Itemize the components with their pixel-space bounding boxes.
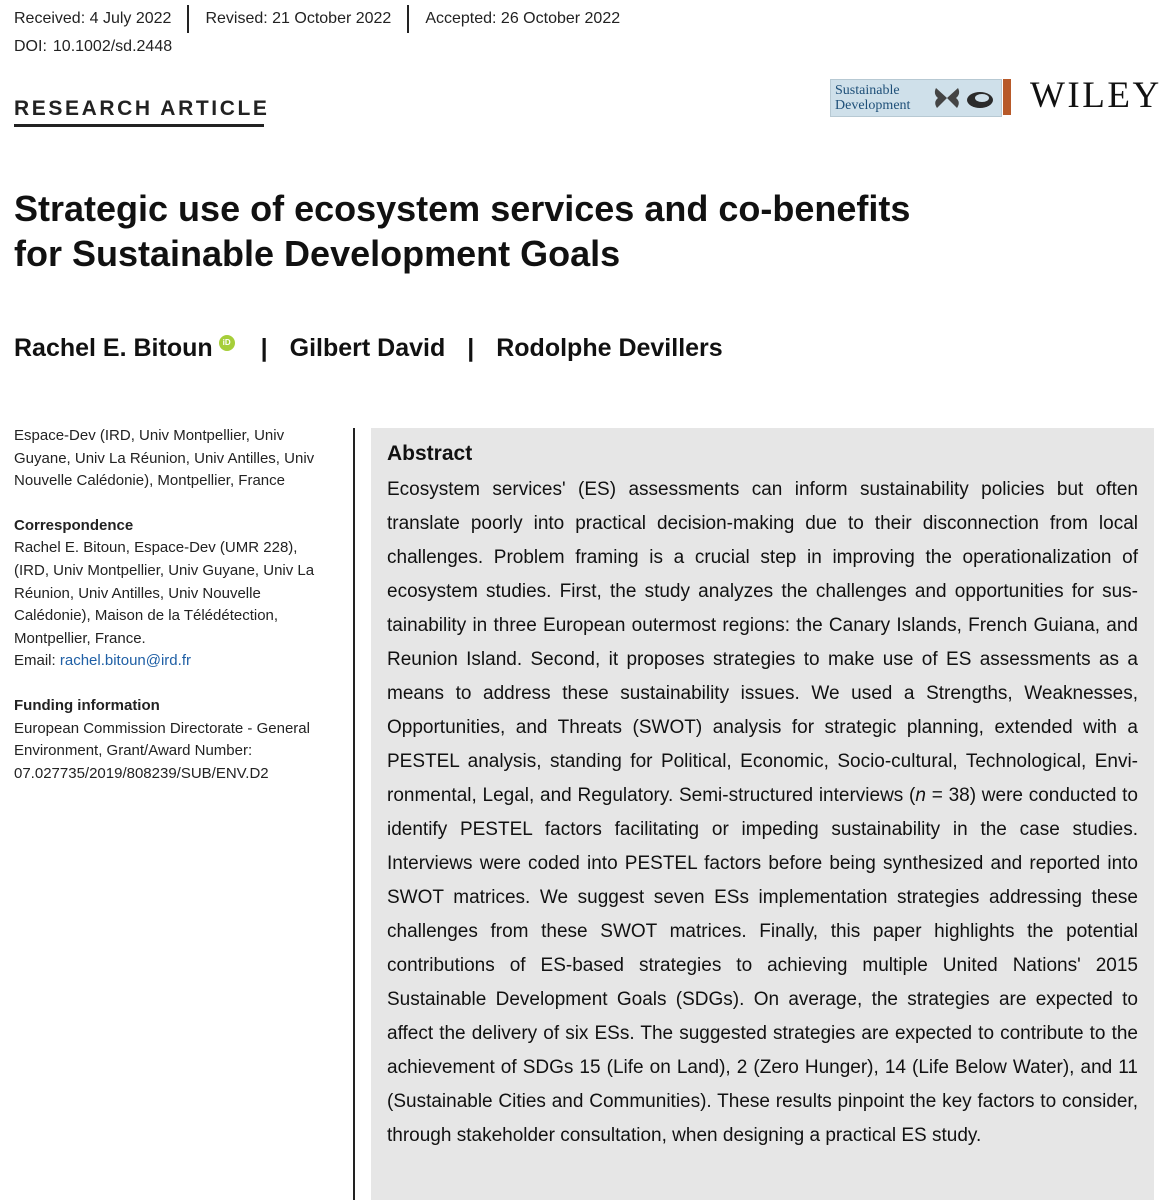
abstract-text	[387, 473, 1138, 1153]
email-label: Email:	[14, 652, 56, 670]
publisher-logo: WILEY	[1030, 75, 1162, 116]
abstract-text-part1: Ecosystem services' (ES) assessments can inform sustainability policies but often translate poorly into practical decision-making due to their disconnection from local challenges. Problem framing is a crucial step in improving the operationalization of ecosystem studies. First, the study analyzes the challenges and opportunities for sustainability in three European outermost regions: the Canary Islands, French Guiana, and Reunion Island. Second, it proposes strategies to make use of ES assessments as a means to address these sustainability issues. We used a Strengths, Weaknesses, Opportunities, and Threats (SWOT) analysis for strategic planning, extended with a PESTEL analysis, standing for Political, Economic, Socio-cultural, Technological, Environmental, Legal, and Regulatory. Semi-structured interviews (	[387, 479, 1138, 806]
title-line-1: Strategic use of ecosystem services and co-benefits	[14, 188, 911, 229]
received-date: Received: 4 July 2022	[14, 10, 172, 27]
author-list	[14, 334, 723, 363]
doi	[14, 38, 172, 56]
doi-value[interactable]: 10.1002/sd.2448	[52, 38, 173, 55]
article-info-sidebar	[14, 425, 334, 785]
wave-icon	[964, 84, 996, 112]
abstract-heading: Abstract	[387, 442, 473, 465]
abstract-box	[371, 428, 1154, 1200]
accepted-date: Accepted: 26 October 2022	[407, 5, 636, 33]
journal-color-bar	[1003, 79, 1011, 115]
journal-name-line2: Development	[835, 98, 911, 113]
article-title	[14, 186, 1014, 276]
correspondence-text: Rachel E. Bitoun, Espace-Dev (UMR 228), (IRD, Univ Montpellier, Univ Guyane, Univ La Réunion, Univ Antilles, Univ Nouvelle Calédonie), Maison de la Télédétection, Montpellier, France.	[14, 539, 315, 647]
revised-date: Revised: 21 October 2022	[187, 5, 407, 33]
funding-text: European Commission Directorate - General Environment, Grant/Award Number: 07.027735/2019/808239/SUB/ENV.D2	[14, 719, 310, 782]
title-line-2: for Sustainable Development Goals	[14, 233, 621, 274]
funding-heading: Funding information	[14, 696, 160, 714]
abstract-n-symbol: n	[915, 785, 926, 806]
affiliation: Espace-Dev (IRD, Univ Montpellier, Univ Guyane, Univ La Réunion, Univ Antilles, Univ Nouvelle Calédonie), Montpellier, France	[14, 427, 315, 490]
author-3: Rodolphe Devillers	[496, 334, 723, 362]
journal-emblem	[931, 80, 1001, 116]
article-type-underline	[14, 124, 264, 127]
publication-dates	[14, 4, 636, 34]
author-separator: |	[467, 334, 475, 362]
email-line	[14, 650, 334, 673]
funding-section	[14, 695, 334, 785]
author-2: Gilbert David	[289, 334, 446, 362]
column-divider	[353, 428, 355, 1200]
doi-label: DOI:	[14, 38, 47, 55]
author-1: Rachel E. Bitoun	[14, 334, 213, 362]
article-type: RESEARCH ARTICLE	[14, 97, 270, 120]
butterfly-icon	[932, 84, 962, 112]
correspondence-section	[14, 515, 334, 673]
author-separator: |	[260, 334, 268, 362]
abstract-text-part2: = 38) were conducted to identify PESTEL factors facilitating or impeding sustainability in the case studies. Interviews were coded into PESTEL factors before being synthesized and reported into SWOT matrices. We suggest seven ESs implementation strategies addressing these challenges from these SWOT matrices. Finally, this paper highlights the potential contributions of ES-based strategies to achieving multiple United Nations' 2015 Sustainable Development Goals (SDGs). On average, the strategies are expected to affect the delivery of six ESs. The suggested strategies are expected to contribute to the achievement of SDGs 15 (Life on Land), 2 (Zero Hunger), 14 (Life Below Water), and 11 (Sustainable Cities and Communities). These results pinpoint the key factors to consider, through stakeholder consultation, when designing a practical ES study.	[387, 785, 1138, 1146]
email-link[interactable]: rachel.bitoun@ird.fr	[59, 652, 191, 670]
orcid-icon[interactable]: iD	[219, 335, 235, 351]
journal-name-line1: Sustainable	[835, 83, 900, 98]
correspondence-heading: Correspondence	[14, 516, 134, 534]
journal-name	[831, 83, 931, 113]
journal-logo	[830, 79, 1002, 117]
